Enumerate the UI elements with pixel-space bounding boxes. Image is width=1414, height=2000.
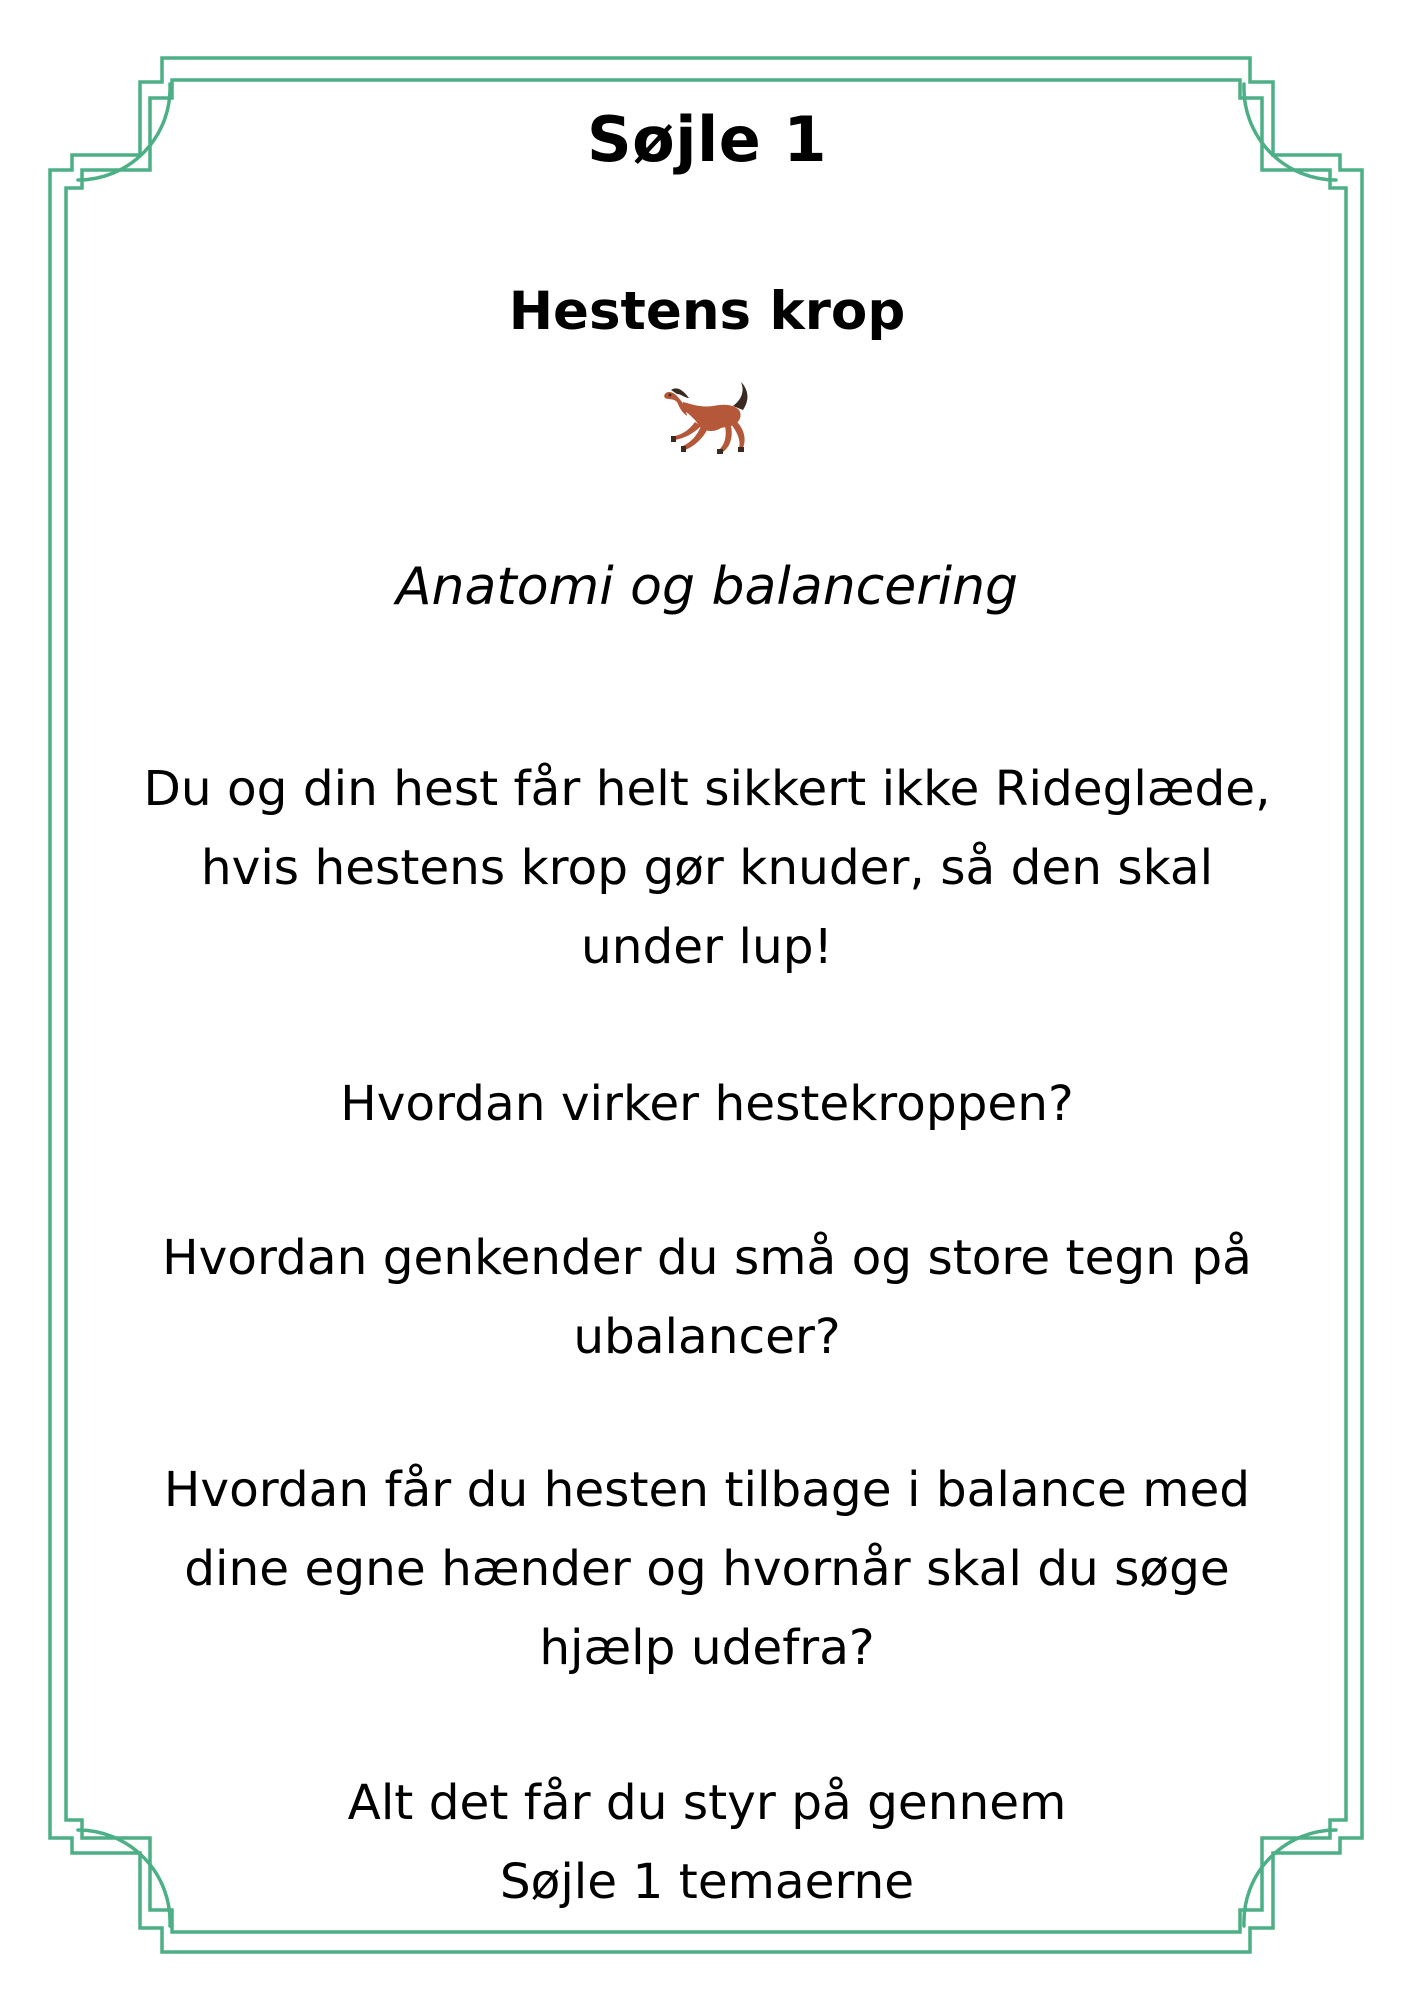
paragraph-question-1: [80, 1065, 1334, 1144]
page-title: Søjle 1: [586, 103, 828, 176]
paragraph-line: hjælp udefra?: [539, 1620, 875, 1676]
page-subtitle: Hestens krop: [508, 281, 906, 342]
paragraph-line: Hvordan genkender du små og store tegn på: [162, 1230, 1252, 1286]
paragraph-line: Hvordan får du hesten tilbage i balance med: [163, 1462, 1251, 1518]
paragraph-question-3: [80, 1451, 1334, 1688]
paragraph-line: hvis hestens krop gør knuder, så den skal: [200, 840, 1214, 896]
paragraph-line: dine egne hænder og hvornår skal du søge: [184, 1541, 1230, 1597]
paragraph-intro: [80, 750, 1334, 987]
paragraph-line: Søjle 1 temaerne: [499, 1854, 915, 1910]
paragraph-line: Du og din hest får helt sikkert ikke Rideglæde,: [143, 761, 1271, 817]
horse-icon: [661, 376, 753, 458]
paragraph-line: under lup!: [581, 919, 833, 975]
paragraph-line: Alt det får du styr på gennem: [347, 1775, 1067, 1831]
paragraph-line: Hvordan virker hestekroppen?: [340, 1076, 1074, 1132]
page-tagline: Anatomi og balancering: [395, 557, 1019, 617]
paragraph-question-2: [80, 1219, 1334, 1377]
paragraph-line: ubalancer?: [573, 1309, 841, 1365]
paragraph-closing: [80, 1764, 1334, 1922]
